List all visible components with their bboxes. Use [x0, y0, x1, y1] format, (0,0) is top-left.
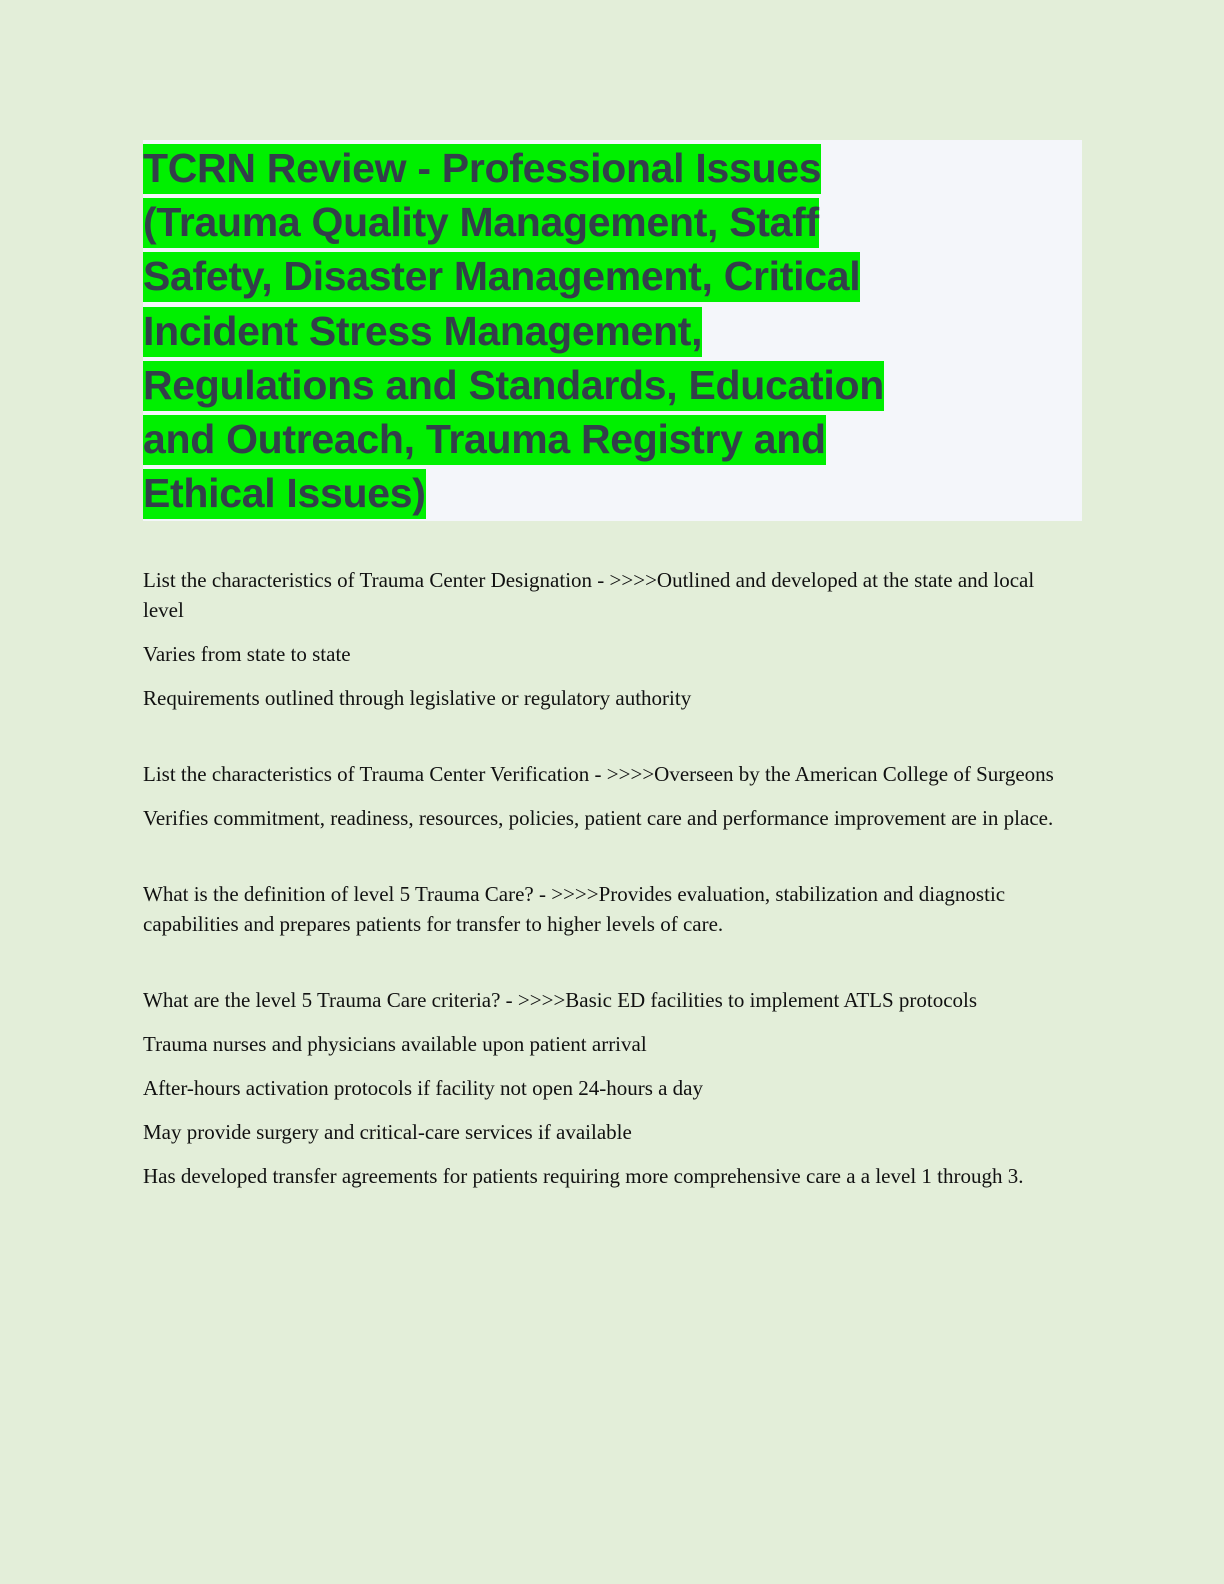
page-title-line: Safety, Disaster Management, Critical — [143, 252, 860, 302]
qa-block — [143, 565, 1064, 713]
page-title-line: and Outreach, Trauma Registry and — [143, 415, 826, 465]
qa-block — [143, 759, 1064, 833]
body-paragraph: After-hours activation protocols if facility not open 24-hours a day — [143, 1076, 704, 1100]
body-paragraph: List the characteristics of Trauma Center Verification - >>>>Overseen by the American College of Surgeons — [143, 762, 1054, 786]
body-paragraph: List the characteristics of Trauma Center Designation - >>>>Outlined and developed at the state and local level — [143, 568, 1035, 622]
page-title-line: TCRN Review - Professional Issues — [143, 144, 821, 194]
page-title-line: Ethical Issues) — [143, 469, 426, 519]
body-paragraph: Requirements outlined through legislative or regulatory authority — [143, 686, 692, 710]
page-title-line: Incident Stress Management, — [143, 307, 702, 357]
body-paragraph: What are the level 5 Trauma Care criteria? - >>>>Basic ED facilities to implement ATLS protocols — [143, 988, 978, 1012]
body-paragraph: Verifies commitment, readiness, resources, policies, patient care and performance improvement are in place. — [143, 806, 1054, 830]
page-title — [143, 141, 1043, 520]
document-body — [143, 565, 1064, 1213]
body-paragraph: Varies from state to state — [143, 642, 351, 666]
body-paragraph: Has developed transfer agreements for patients requiring more comprehensive care a a level 1 through 3. — [143, 1164, 1024, 1188]
qa-block — [143, 879, 1064, 939]
page-title-line: Regulations and Standards, Education — [143, 361, 884, 411]
body-paragraph: May provide surgery and critical-care services if available — [143, 1120, 632, 1144]
body-paragraph: Trauma nurses and physicians available upon patient arrival — [143, 1032, 647, 1056]
qa-block — [143, 985, 1064, 1191]
body-paragraph: What is the definition of level 5 Trauma Care? - >>>>Provides evaluation, stabilization and diagnostic capabilities and prepares patients for transfer to higher levels of care. — [143, 882, 1006, 936]
page-title-line: (Trauma Quality Management, Staff — [143, 198, 819, 248]
